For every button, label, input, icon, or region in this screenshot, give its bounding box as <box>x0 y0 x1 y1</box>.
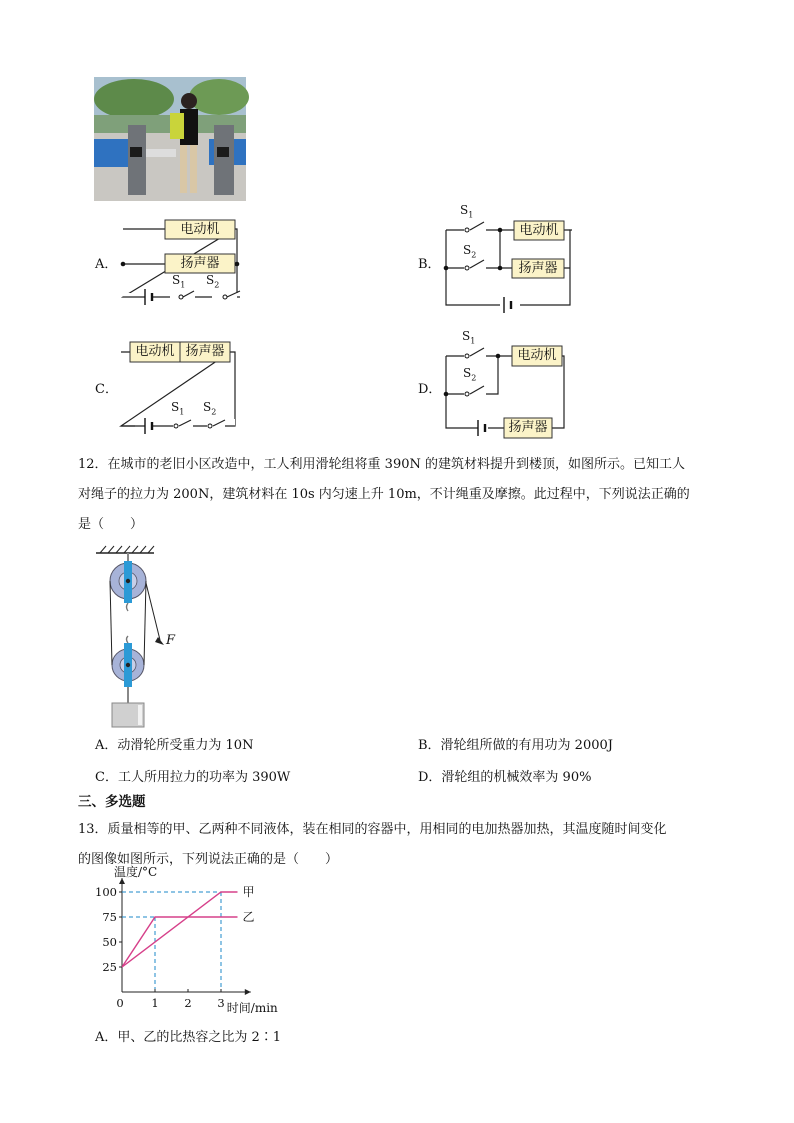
y-axis-label: 温度/°C <box>114 865 158 879</box>
q12-line-2: 对绳子的拉力为 200N，建筑材料在 10s 内匀速上升 10m，不计绳重及摩擦。此过程中，下列说法正确的 <box>78 487 690 502</box>
speaker-label-a: 扬声器 <box>180 256 220 271</box>
x-tick-label-3: 3 <box>217 996 225 1010</box>
y-tick-label-3: 100 <box>95 885 117 899</box>
temperature-chart <box>88 865 318 1020</box>
speaker-label-d: 扬声器 <box>508 420 548 435</box>
series-line-0 <box>122 892 238 967</box>
x-axis-arrow <box>245 989 251 995</box>
x-axis-label: 时间/min <box>226 1001 278 1015</box>
series-label-0: 甲 <box>242 885 255 899</box>
option-a-label: A． <box>95 257 118 272</box>
option-b-label: B． <box>418 257 441 272</box>
y-tick-label-0: 25 <box>102 960 117 974</box>
switch-s1-c: $S_1$ <box>171 400 185 417</box>
motor-label-b: 电动机 <box>519 223 559 238</box>
y-tick-label-2: 75 <box>102 910 117 924</box>
switch-s1-b: $S_1$ <box>460 203 474 220</box>
speaker-label-c: 扬声器 <box>185 344 225 359</box>
y-tick-label-1: 50 <box>102 935 117 949</box>
switch-s1-a: $S_1$ <box>172 273 186 290</box>
series-label-1: 乙 <box>242 910 255 924</box>
q12-option-b: B．滑轮组所做的有用功为 2000J <box>418 738 613 753</box>
series-line-1 <box>122 917 238 967</box>
speaker-label-b: 扬声器 <box>518 261 558 276</box>
force-label: F <box>166 633 176 648</box>
x-tick-label-1: 1 <box>151 996 159 1010</box>
switch-s2-a: $S_2$ <box>206 273 220 290</box>
motor-label-c: 电动机 <box>135 344 175 359</box>
option-c-label: C． <box>95 382 118 397</box>
q12-line-1: 12．在城市的老旧小区改造中，工人利用滑轮组将重 390N 的建筑材料提升到楼顶，如图所示。已知工人 <box>78 457 685 472</box>
x-tick-label-0: 0 <box>116 996 124 1010</box>
switch-s2-b: $S_2$ <box>463 243 477 260</box>
q12-option-a: A．动滑轮所受重力为 10N <box>95 738 254 753</box>
q12-option-d: D．滑轮组的机械效率为 90% <box>418 770 592 785</box>
turnstile-photo <box>94 77 246 201</box>
x-tick-label-2: 2 <box>184 996 192 1010</box>
q13-option-a: A．甲、乙的比热容之比为 2∶1 <box>95 1030 282 1045</box>
switch-s2-d: $S_2$ <box>463 366 477 383</box>
switch-s2-c: $S_2$ <box>203 400 217 417</box>
switch-s1-d: $S_1$ <box>462 329 476 346</box>
q12-option-c: C．工人所用拉力的功率为 390W <box>95 770 291 785</box>
motor-label-d: 电动机 <box>517 348 557 363</box>
q13-line-1: 13．质量相等的甲、乙两种不同液体，装在相同的容器中，用相同的电加热器加热，其温度随时间变化 <box>78 822 667 837</box>
motor-label-a: 电动机 <box>180 222 220 237</box>
q13-line-2: 的图像如图所示，下列说法正确的是（ ） <box>78 852 339 867</box>
option-d-label: D． <box>418 382 442 397</box>
section-heading: 三、多选题 <box>78 794 146 810</box>
q12-line-3: 是（ ） <box>78 517 144 532</box>
